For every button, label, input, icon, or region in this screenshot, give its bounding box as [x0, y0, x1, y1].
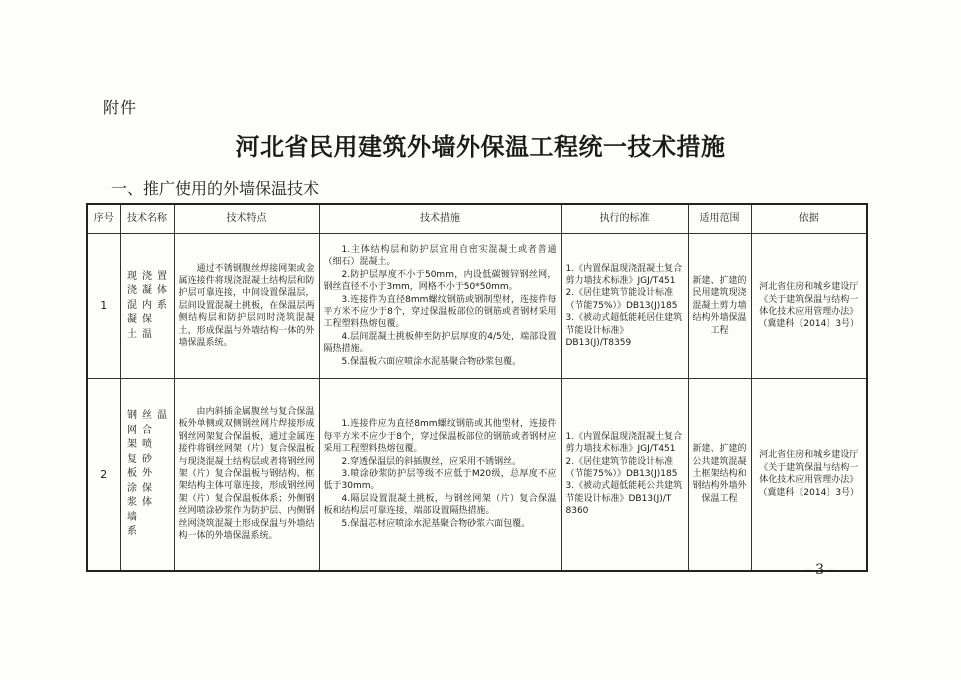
measure-item: 4.层间混凝土挑板伸至防护层厚度的4/5处，端部设置隔热措施。	[323, 331, 557, 355]
tech-name-col: 丝合喷砂外保体	[142, 410, 152, 508]
header-basis: 依据	[751, 204, 867, 234]
measure-item: 5.保温芯材应喷涂水泥基聚合物砂浆六面包覆。	[341, 518, 531, 529]
tech-name-col: 置体系	[157, 270, 167, 311]
row-measures	[319, 234, 561, 379]
tech-name-col: 现浇混凝土	[127, 270, 137, 340]
tech-name-col: 温	[157, 410, 167, 421]
tech-name-col: 钢网架复板涂浆墙系	[127, 410, 137, 537]
standard-item: 2.《居住建筑节能设计标准（节能75%）》DB13(J)185	[565, 456, 678, 480]
row-measures	[319, 379, 561, 571]
measure-item: 1.连接件应为直径8mm螺纹钢筋或其他型材，连接件每平方米不应少于8个，穿过保温板部位的钢筋或者钢材应采用工程塑料热熔包覆。	[323, 419, 557, 455]
row-tech-name	[120, 379, 174, 571]
measure-item: 2.防护层厚度不小于50mm，内设低碳镀锌钢丝网，钢丝直径不小于3mm，网格不小于50*50mm。	[323, 269, 557, 293]
table-row	[87, 234, 867, 379]
measure-item: 1.主体结构层和防护层宜用自密实混凝土或者普通（细石）混凝土。	[323, 244, 557, 268]
tech-name-col: 浇凝内保温	[142, 270, 152, 340]
row-standards	[561, 379, 688, 571]
header-name: 技术名称	[120, 204, 174, 234]
standard-item: 3.《被动式超低能耗居住建筑节能设计标准》DB13(J)/T8359	[565, 313, 683, 349]
standard-item: 2.《居住建筑节能设计标准（节能75%）》DB13(J)185	[565, 288, 678, 311]
table-row	[87, 379, 867, 571]
row-features: 由内斜插金属腹丝与复合保温板外单侧或双侧钢丝网片焊接形成钢丝网架复合保温板，通过金属连接件将钢丝网架（片）复合保温板与现浇混凝土结构层或者将钢丝网架（片）复合保温板与钢结构、框架结构主体可靠连接，形成钢丝网架（片）复合保温板体系；外侧钢丝网喷涂砂浆作为防护层、内侧钢丝网浇筑混凝土形成保温与外墙结构一体的外墙保温系统。	[174, 379, 319, 571]
row-seq: 2	[87, 379, 120, 571]
header-seq: 序号	[87, 204, 120, 234]
technology-table	[86, 203, 868, 572]
measure-item: 5.保温板六面应喷涂水泥基聚合物砂浆包覆。	[341, 356, 522, 367]
row-tech-name	[120, 234, 174, 379]
standard-item: 1.《内置保温现浇混凝土复合剪力墙技术标准》JGJ/T451	[565, 431, 683, 455]
attachment-label: 附件	[103, 98, 138, 117]
row-seq: 1	[87, 234, 120, 379]
header-standards: 执行的标准	[561, 204, 688, 234]
measure-item: 4.隔层设置混凝土挑板，与钢丝网架（片）复合保温板和结构层可靠连接，端部设置隔热措施。	[323, 493, 557, 517]
header-features: 技术特点	[174, 204, 319, 234]
standard-item: 3.《被动式超低能耗公共建筑节能设计标准》DB13(J)/T 8360	[565, 481, 683, 517]
header-scope: 适用范围	[688, 204, 751, 234]
header-measures: 技术措施	[319, 204, 561, 234]
standard-item: 1.《内置保温现浇混凝土复合剪力墙技术标准》JGJ/T451	[565, 263, 683, 286]
page-number: - 3 -	[806, 562, 834, 578]
row-standards	[561, 234, 688, 379]
document-title: 河北省民用建筑外墙外保温工程统一技术措施	[235, 132, 726, 161]
measure-item: 2.穿透保温层的斜插腹丝，应采用不锈钢丝。	[341, 456, 522, 467]
measure-item: 3.喷涂砂浆防护层等级不应低于M20级，总厚度不应低于30mm。	[323, 469, 557, 492]
row-basis: 河北省住房和城乡建设厅《关于建筑保温与结构一体化技术应用管理办法》（冀建科〔2014〕3号）	[751, 379, 867, 571]
row-scope: 新建、扩建的公共建筑混凝土框架结构和钢结构外墙外保温工程	[688, 379, 751, 571]
section-heading: 一、推广使用的外墙保温技术	[111, 179, 320, 198]
row-features: 通过不锈钢腹丝焊接网架或金属连接件将现浇混凝土结构层和防护层可靠连接，中间设置保温层，层间设置混凝土挑板，在保温层两侧结构层和防护层同时浇筑混凝土，形成保温与外墙结构一体的外墙保温系统。	[174, 234, 319, 379]
measure-item: 3.连接件为直径8mm螺纹钢筋或钢制型材，连接件每平方米不应少于8个，穿过保温板部位的钢筋或者钢材采用工程塑料热熔包覆。	[323, 294, 557, 330]
table-header-row	[87, 204, 867, 234]
row-basis: 河北省住房和城乡建设厅《关于建筑保温与结构一体化技术应用管理办法》（冀建科〔2014〕3号）	[751, 234, 867, 379]
row-scope: 新建、扩建的民用建筑现浇混凝土剪力墙结构外墙保温工程	[688, 234, 751, 379]
